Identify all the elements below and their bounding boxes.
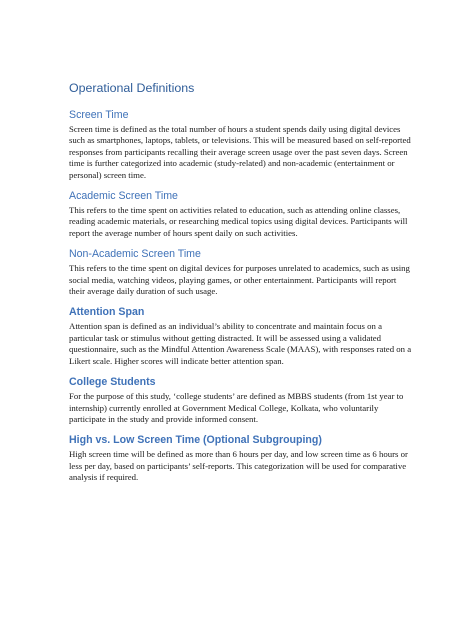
section-heading: Academic Screen Time (69, 190, 178, 203)
section-heading: High vs. Low Screen Time (Optional Subgrouping) (69, 434, 322, 447)
section-academic-screen-time (69, 189, 414, 239)
section-heading: Non-Academic Screen Time (69, 248, 201, 261)
document-content (69, 80, 414, 492)
section-heading: College Students (69, 376, 156, 389)
section-body: Attention span is defined as an individual’s ability to concentrate and maintain focus on a particular task or stimulus without getting distracted. It will be assessed using a validated questionnaire, such as the Mindful Attention Awareness Scale (MAAS), with responses rated on a Likert scale. Higher scores will indicate better attention span. (69, 321, 412, 366)
section-screen-time (69, 108, 414, 181)
section-body: Screen time is defined as the total number of hours a student spends daily using digital devices such as smartphones, laptops, tablets, or televisions. This will be measured based on self-reported responses from participants recalling their average screen usage over the past seven days. Screen time is further categorized into academic (study-related) and non-academic (entertainment or personal) screen time. (69, 124, 411, 180)
document-title: Operational Definitions (69, 81, 195, 95)
section-body: High screen time will be defined as more than 6 hours per day, and low screen time as 6 hours or less per day, based on participants’ self-reports. This categorization will be used for comparative analysis if required. (69, 449, 408, 483)
section-attention-span (69, 305, 414, 367)
section-heading: Screen Time (69, 109, 129, 121)
section-body: For the purpose of this study, ‘college students’ are defined as MBBS students (from 1st year to internship) currently enrolled at Government Medical College, Kolkata, who voluntarily participate in the study and provide informed consent. (69, 391, 404, 424)
section-college-students (69, 375, 414, 425)
section-heading: Attention Span (69, 306, 145, 319)
section-body: This refers to the time spent on digital devices for purposes unrelated to academics, such as using social media, watching videos, playing games, or other entertainment. Participants will report their average daily duration of such usage. (69, 263, 410, 297)
section-high-vs-low-screen-time (69, 433, 414, 483)
section-non-academic-screen-time (69, 247, 414, 297)
section-body: This refers to the time spent on activities related to education, such as attending online classes, reading academic materials, or researching medical topics using digital devices. Participants will report the average number of hours spent daily on such activities. (69, 205, 408, 238)
